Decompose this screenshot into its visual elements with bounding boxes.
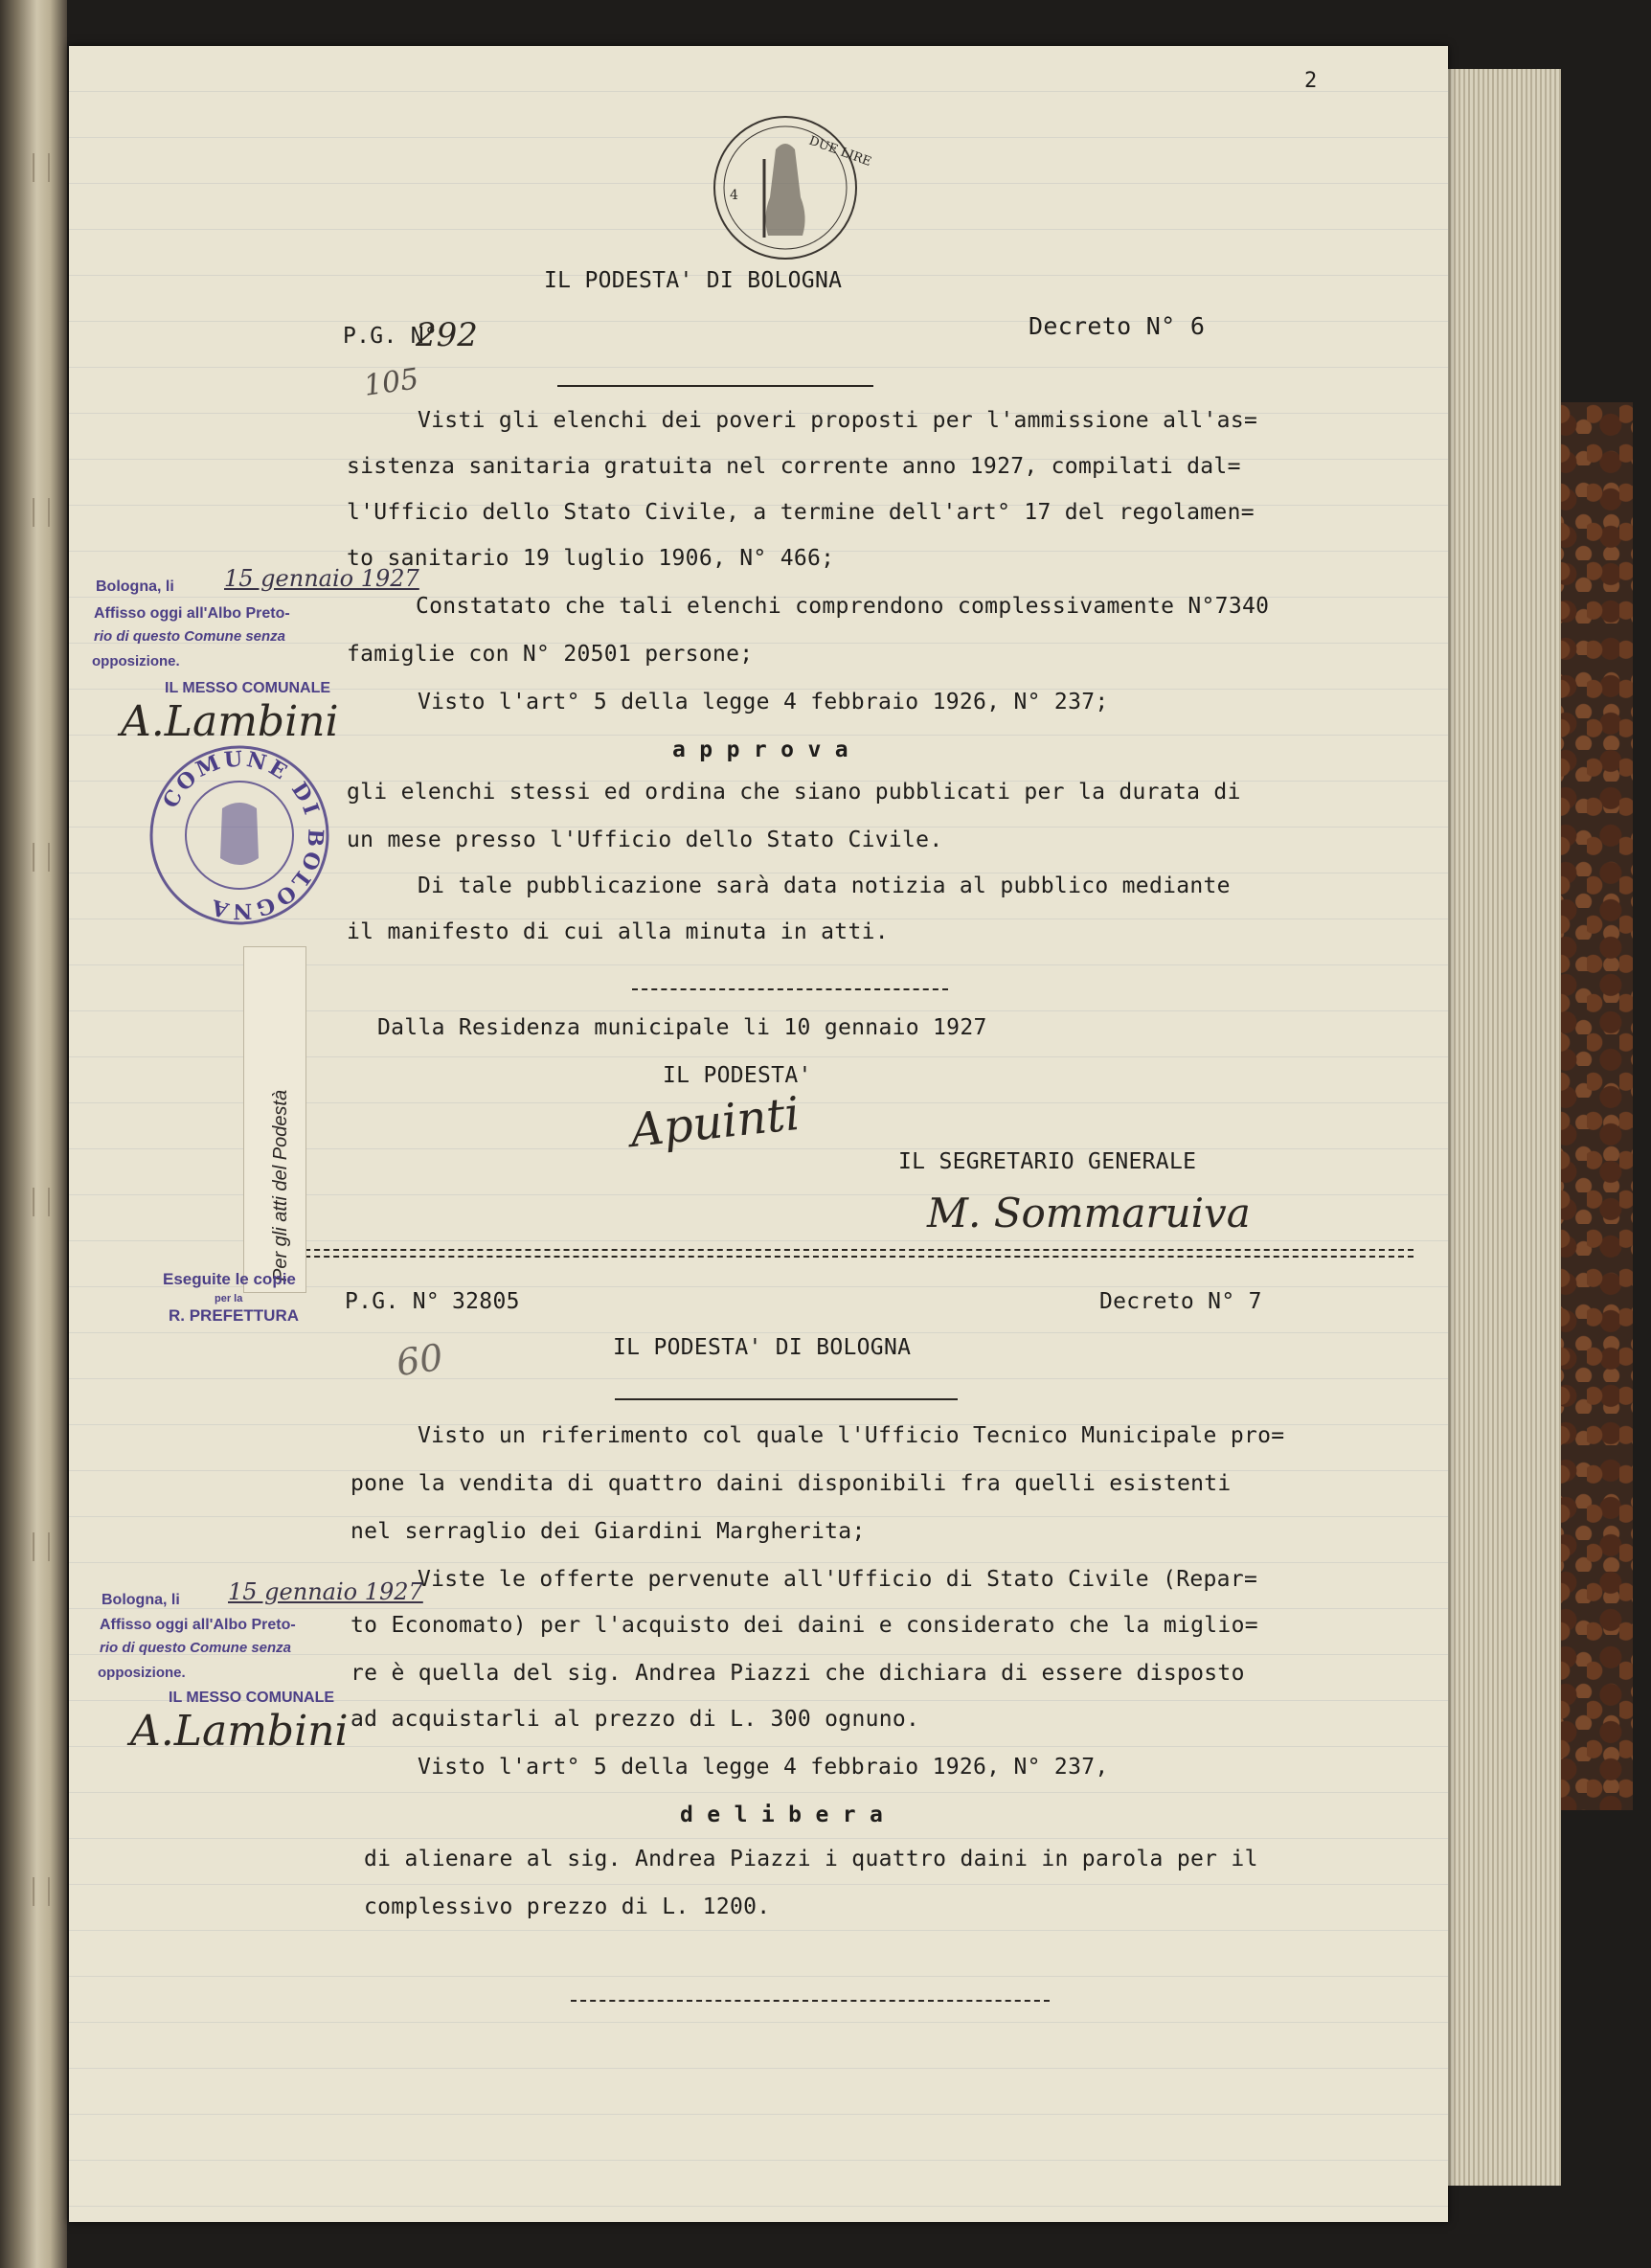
decree-7-line: to Economato) per l'acquisto dei daini e considerato che la miglio= <box>351 1613 1258 1638</box>
binding-cord <box>33 1188 50 1216</box>
stamp-2-date: 15 gennaio 1927 <box>228 1578 423 1605</box>
decree-7-line: complessivo prezzo di L. 1200. <box>364 1894 771 1919</box>
decree-6-line: Constatato che tali elenchi comprendono complessivamente N°7340 <box>416 594 1270 619</box>
revenue-stamp <box>709 111 873 264</box>
decree-6-date-line: Dalla Residenza municipale li 10 gennaio 1927 <box>377 1015 987 1040</box>
prefettura-line2: per la <box>215 1293 243 1304</box>
decree-6-pg-number: 292 <box>416 316 478 354</box>
decree-6-line: il manifesto di cui alla minuta in atti. <box>347 919 889 944</box>
stamp-2-line1: Bologna, li <box>102 1592 180 1608</box>
decree-7-pg-label: P.G. N° <box>345 1289 441 1314</box>
divider <box>615 1398 958 1400</box>
italia-figure-icon <box>765 144 804 236</box>
decree-7-line: Viste le offerte pervenute all'Ufficio di Stato Civile (Repar= <box>418 1567 1258 1592</box>
stamp-1-line2: Affisso oggi all'Albo Preto- <box>94 605 290 622</box>
decree-6-line: gli elenchi stessi ed ordina che siano pubblicati per la durata di <box>347 780 1241 805</box>
decree-7-title: IL PODESTA' DI BOLOGNA <box>613 1335 912 1360</box>
double-divider <box>257 1249 1414 1258</box>
prefettura-line1: Eseguite le copie <box>163 1270 296 1288</box>
decree-6-margin-note: 105 <box>361 362 421 403</box>
stamp-2-signature: A.Lambini <box>130 1707 349 1756</box>
stamp-1-line3: rio di questo Comune senza <box>94 628 286 645</box>
decree-6-pg-label: P.G. N° <box>343 324 439 349</box>
decree-6-podesta: IL PODESTA' <box>663 1063 812 1088</box>
binding-cord <box>33 1532 50 1561</box>
stamp-2-line3: rio di questo Comune senza <box>100 1640 292 1656</box>
stamp-value-text: DUE LIRE <box>806 133 873 170</box>
stamp-2-line4: opposizione. <box>98 1665 186 1681</box>
vertical-label: Per gli atti del Podestà <box>270 1089 291 1281</box>
podesta-signature: Apuinti <box>627 1086 803 1159</box>
decree-7-line: pone la vendita di quattro daini disponibili fra quelli esistenti <box>351 1471 1232 1496</box>
decree-7-pg-number: 32805 <box>452 1289 520 1314</box>
decree-6-approva: a p p r o v a <box>672 737 848 762</box>
stamp-2-line5: IL MESSO COMUNALE <box>169 1690 335 1706</box>
page-number: 2 <box>1304 69 1318 93</box>
coat-of-arms-icon <box>220 803 259 865</box>
decree-7-margin-note: 60 <box>394 1335 446 1385</box>
book-binding <box>0 0 67 2268</box>
stamp-1-line5: IL MESSO COMUNALE <box>165 680 331 696</box>
decree-7-line: di alienare al sig. Andrea Piazzi i quattro daini in parola per il <box>364 1847 1258 1871</box>
stamp-1-line1: Bologna, li <box>96 578 174 595</box>
divider <box>632 988 948 990</box>
prefettura-line3: R. PREFETTURA <box>169 1306 299 1325</box>
decree-7-line: Visto l'art° 5 della legge 4 febbraio 1926, N° 237, <box>418 1755 1109 1780</box>
stamp-1-date: 15 gennaio 1927 <box>224 565 419 592</box>
decree-7-line: Visto un riferimento col quale l'Ufficio Tecnico Municipale pro= <box>418 1423 1285 1448</box>
decree-6-line: l'Ufficio dello Stato Civile, a termine dell'art° 17 del regolamen= <box>347 500 1255 525</box>
decree-6-line: famiglie con N° 20501 persone; <box>347 642 754 667</box>
decree-6-line: sistenza sanitaria gratuita nel corrente anno 1927, compilati dal= <box>347 454 1241 479</box>
decree-7-line: ad acquistarli al prezzo di L. 300 ognuno. <box>351 1707 920 1732</box>
decree-6-line: Visti gli elenchi dei poveri proposti per l'ammissione all'as= <box>418 408 1258 433</box>
decree-6-line: Visto l'art° 5 della legge 4 febbraio 1926, N° 237; <box>418 690 1109 714</box>
decree-6-line: Di tale pubblicazione sarà data notizia al pubblico mediante <box>418 873 1231 898</box>
stamp-1-line4: opposizione. <box>92 653 180 669</box>
decree-6-line: to sanitario 19 luglio 1906, N° 466; <box>347 546 835 571</box>
decree-6-title: IL PODESTA' DI BOLOGNA <box>544 268 843 293</box>
decree-6-line: un mese presso l'Ufficio dello Stato Civile. <box>347 828 943 852</box>
decree-6-label: Decreto N° 6 <box>1029 312 1206 340</box>
divider <box>571 2000 1050 2002</box>
binding-cord <box>33 1877 50 1906</box>
decree-7-label: Decreto N° 7 <box>1099 1289 1262 1314</box>
divider <box>557 385 873 387</box>
seal-text: COMUNE DI BOLOGNA <box>158 746 328 924</box>
secretary-signature: M. Sommaruiva <box>927 1190 1251 1236</box>
decree-7-line: nel serraglio dei Giardini Margherita; <box>351 1519 866 1544</box>
page-stack-edge <box>1446 69 1561 2186</box>
decree-7-delibera: d e l i b e r a <box>680 1803 884 1827</box>
stamp-2-line2: Affisso oggi all'Albo Preto- <box>100 1617 296 1633</box>
register-page <box>69 46 1448 2222</box>
binding-cord <box>33 843 50 872</box>
comune-seal <box>144 739 335 931</box>
decree-7-line: re è quella del sig. Andrea Piazzi che dichiara di essere disposto <box>351 1661 1245 1686</box>
binding-cord <box>33 498 50 527</box>
decree-6-secretary: IL SEGRETARIO GENERALE <box>898 1149 1197 1174</box>
stamp-number: 4 <box>730 188 738 203</box>
binding-cord <box>33 153 50 182</box>
stamp-1-signature: A.Lambini <box>121 697 339 746</box>
